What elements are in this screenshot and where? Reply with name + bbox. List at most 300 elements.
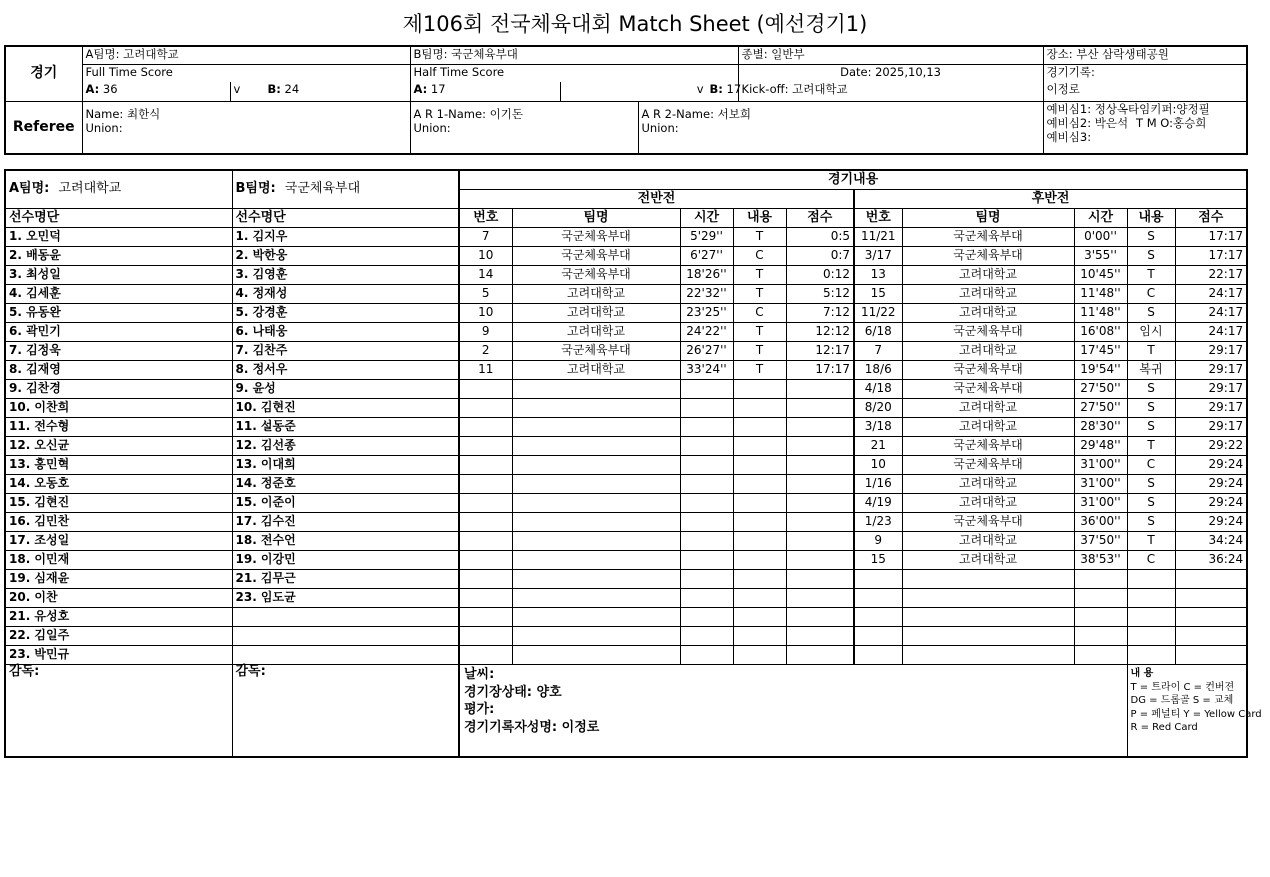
- player-b: 21. 김무근: [232, 570, 459, 589]
- ar2-union: Union:: [641, 120, 679, 135]
- first-half-event-score: [786, 608, 854, 627]
- player-a: 3. 최성일: [5, 266, 232, 285]
- player-b: 10. 김현진: [232, 399, 459, 418]
- first-half-event-number: 14: [459, 266, 512, 285]
- second-half-event-team: 고려대학교: [902, 551, 1074, 570]
- first-half-event-score: 5:12: [786, 285, 854, 304]
- second-half-event-time: [1074, 589, 1127, 608]
- second-half-col-event-score: 점수: [1175, 209, 1247, 228]
- first-half-event-team: [512, 513, 680, 532]
- second-half-event-number: [854, 589, 902, 608]
- second-half-event-time: [1074, 570, 1127, 589]
- roster-team-a: [5, 170, 232, 209]
- second-half-event-number: 11/22: [854, 304, 902, 323]
- first-half-event-time: [680, 646, 733, 665]
- second-half-event-number: [854, 627, 902, 646]
- first-half-event-number: [459, 456, 512, 475]
- first-half-event-number: 10: [459, 247, 512, 266]
- first-half-event-time: [680, 532, 733, 551]
- second-half-event-score: 17:17: [1175, 247, 1247, 266]
- full-b-value: 24: [280, 82, 300, 96]
- second-half-event-type: C: [1127, 551, 1175, 570]
- venue: 장소: 부산 삼락생태공원: [1043, 46, 1247, 64]
- first-half-event-score: 17:17: [786, 361, 854, 380]
- team-b-name: B팀명: 국군체육부대: [410, 46, 738, 64]
- ar1-union: Union:: [413, 120, 451, 135]
- first-half-event-type: T: [733, 285, 786, 304]
- player-a: 16. 김민찬: [5, 513, 232, 532]
- table-row: [5, 551, 1247, 570]
- first-half-col-event-time: 시간: [680, 209, 733, 228]
- second-half-event-team: 국군체육부대: [902, 361, 1074, 380]
- second-half-event-number: 1/16: [854, 475, 902, 494]
- player-a: 22. 김일주: [5, 627, 232, 646]
- second-half-event-time: 28'30'': [1074, 418, 1127, 437]
- first-half-event-time: 5'29'': [680, 228, 733, 247]
- second-half-event-score: 29:17: [1175, 418, 1247, 437]
- table-row: [5, 342, 1247, 361]
- second-half-event-type: 임시: [1127, 323, 1175, 342]
- second-half-event-time: 11'48'': [1074, 285, 1127, 304]
- second-half-event-number: 11/21: [854, 228, 902, 247]
- second-half-event-team: 고려대학교: [902, 418, 1074, 437]
- player-a: 12. 오신균: [5, 437, 232, 456]
- second-half-event-team: 고려대학교: [902, 266, 1074, 285]
- second-half-event-score: 24:17: [1175, 323, 1247, 342]
- first-half-event-type: [733, 551, 786, 570]
- first-half-event-time: 6'27'': [680, 247, 733, 266]
- first-half-event-number: 7: [459, 228, 512, 247]
- roster-team-b-label: B팀명:: [235, 181, 276, 197]
- half-a-value: 17: [427, 82, 446, 96]
- player-a: 6. 곽민기: [5, 323, 232, 342]
- second-half-col-event-time: 시간: [1074, 209, 1127, 228]
- second-half-event-time: 27'50'': [1074, 399, 1127, 418]
- second-half-event-team: [902, 627, 1074, 646]
- table-row: [5, 323, 1247, 342]
- half-a-label: A:: [413, 82, 428, 96]
- full-time-label: Full Time Score: [82, 64, 410, 82]
- full-a-label: A:: [85, 82, 100, 96]
- first-half-event-team: 국군체육부대: [512, 228, 680, 247]
- roster-a-header: 선수명단: [5, 209, 232, 228]
- first-half-event-number: [459, 627, 512, 646]
- first-half-event-number: 11: [459, 361, 512, 380]
- first-half-event-time: [680, 437, 733, 456]
- first-half-event-type: [733, 494, 786, 513]
- second-half-event-type: S: [1127, 399, 1175, 418]
- second-half-event-score: 29:24: [1175, 494, 1247, 513]
- player-a: 13. 홍민혁: [5, 456, 232, 475]
- first-half-event-type: [733, 532, 786, 551]
- second-half-event-number: 8/20: [854, 399, 902, 418]
- second-half-event-number: [854, 608, 902, 627]
- first-half-event-score: 12:17: [786, 342, 854, 361]
- first-half-event-number: 5: [459, 285, 512, 304]
- player-a: 21. 유성호: [5, 608, 232, 627]
- table-row: [5, 627, 1247, 646]
- player-a: 10. 이찬희: [5, 399, 232, 418]
- first-half-event-time: 33'24'': [680, 361, 733, 380]
- table-row: [5, 646, 1247, 665]
- first-half-event-number: [459, 399, 512, 418]
- second-half-event-score: 29:17: [1175, 399, 1247, 418]
- player-b: 11. 설동준: [232, 418, 459, 437]
- player-b: [232, 627, 459, 646]
- second-half-event-type: T: [1127, 266, 1175, 285]
- first-half-event-team: [512, 646, 680, 665]
- first-half-event-team: 국군체육부대: [512, 266, 680, 285]
- second-half-event-team: 국군체육부대: [902, 247, 1074, 266]
- first-half-event-time: [680, 418, 733, 437]
- first-half-event-time: [680, 513, 733, 532]
- second-half-event-number: 13: [854, 266, 902, 285]
- first-half-event-number: 9: [459, 323, 512, 342]
- first-half-event-type: [733, 418, 786, 437]
- first-half-event-score: 0:12: [786, 266, 854, 285]
- first-half-event-time: 22'32'': [680, 285, 733, 304]
- legend-line-4: R = Red Card: [1130, 722, 1198, 733]
- player-a: 15. 김현진: [5, 494, 232, 513]
- first-half-event-type: [733, 475, 786, 494]
- second-half-event-type: 복귀: [1127, 361, 1175, 380]
- player-a: 20. 이찬: [5, 589, 232, 608]
- first-half-event-number: [459, 437, 512, 456]
- second-half-event-type: T: [1127, 342, 1175, 361]
- second-half-event-score: 22:17: [1175, 266, 1247, 285]
- second-half-event-type: [1127, 627, 1175, 646]
- second-half-event-type: [1127, 646, 1175, 665]
- second-half-event-number: 15: [854, 285, 902, 304]
- first-half-event-type: [733, 646, 786, 665]
- second-half-event-time: [1074, 627, 1127, 646]
- second-half-event-score: 29:24: [1175, 456, 1247, 475]
- player-a: 23. 박민규: [5, 646, 232, 665]
- second-half-event-time: 38'53'': [1074, 551, 1127, 570]
- team-a-name: A팀명: 고려대학교: [82, 46, 410, 64]
- first-half-event-score: [786, 494, 854, 513]
- player-b: 12. 김선종: [232, 437, 459, 456]
- half-score-a: [410, 82, 560, 101]
- second-half-event-number: [854, 646, 902, 665]
- referee-union: Union:: [85, 120, 123, 135]
- reserve-officials: [1047, 103, 1129, 145]
- second-half-event-type: S: [1127, 380, 1175, 399]
- second-half-event-type: S: [1127, 304, 1175, 323]
- second-half-event-type: S: [1127, 513, 1175, 532]
- table-row: [5, 247, 1247, 266]
- first-half-event-team: 국군체육부대: [512, 247, 680, 266]
- table-row: [5, 304, 1247, 323]
- half-time-label: Half Time Score: [410, 64, 738, 82]
- full-v: v: [233, 82, 241, 96]
- second-half-event-score: 17:17: [1175, 228, 1247, 247]
- first-half-event-type: [733, 627, 786, 646]
- first-half-event-team: [512, 475, 680, 494]
- second-half-event-time: 36'00'': [1074, 513, 1127, 532]
- kickoff: Kick-off: 고려대학교: [738, 82, 1043, 101]
- first-half-event-time: [680, 494, 733, 513]
- first-half-event-type: T: [733, 361, 786, 380]
- coach-b: 감독:: [232, 665, 459, 757]
- player-a: 14. 오동호: [5, 475, 232, 494]
- second-half-event-team: 국군체육부대: [902, 323, 1074, 342]
- second-half-event-time: 19'54'': [1074, 361, 1127, 380]
- first-half-event-number: [459, 418, 512, 437]
- ar2-name: A R 2-Name: 서보희: [641, 106, 751, 121]
- second-half-event-type: C: [1127, 285, 1175, 304]
- second-half-event-team: [902, 589, 1074, 608]
- second-half-event-number: [854, 570, 902, 589]
- second-half-event-number: 21: [854, 437, 902, 456]
- second-half-event-team: 국군체육부대: [902, 456, 1074, 475]
- second-half-event-time: 27'50'': [1074, 380, 1127, 399]
- player-b: 18. 전수언: [232, 532, 459, 551]
- legend-line-1: T = 트라이 C = 컨버젼: [1130, 681, 1235, 693]
- second-half-event-team: 고려대학교: [902, 532, 1074, 551]
- table-row: [5, 399, 1247, 418]
- player-b: 17. 김수진: [232, 513, 459, 532]
- first-half-event-team: 고려대학교: [512, 361, 680, 380]
- second-half-event-type: S: [1127, 228, 1175, 247]
- half-b-value: 17: [722, 82, 742, 96]
- roster-team-a-name: 고려대학교: [58, 181, 122, 197]
- first-half-event-time: [680, 380, 733, 399]
- first-half-event-team: 국군체육부대: [512, 342, 680, 361]
- referee-name: Name: 최한식: [85, 106, 161, 121]
- second-half-event-number: 1/23: [854, 513, 902, 532]
- reserve-official-2: 예비심2: 박은석: [1046, 115, 1129, 130]
- first-half-event-type: T: [733, 342, 786, 361]
- player-b: 7. 김찬주: [232, 342, 459, 361]
- full-score-b: [230, 82, 410, 101]
- second-half-event-score: [1175, 608, 1247, 627]
- first-half-event-time: 18'26'': [680, 266, 733, 285]
- legend-title: 내 용: [1130, 668, 1154, 679]
- player-a: 18. 이민재: [5, 551, 232, 570]
- player-b: 19. 이강민: [232, 551, 459, 570]
- second-half-event-time: 0'00'': [1074, 228, 1127, 247]
- second-half-event-number: 18/6: [854, 361, 902, 380]
- first-half-event-type: C: [733, 247, 786, 266]
- reserve-official-3: 예비심3:: [1046, 129, 1092, 144]
- roster-team-b: [232, 170, 459, 209]
- second-half-event-number: 10: [854, 456, 902, 475]
- first-half-label: 전반전: [459, 190, 854, 209]
- first-half-event-time: [680, 627, 733, 646]
- recorder-sign: 경기기록자성명: 이정로: [464, 719, 600, 735]
- second-half-event-type: C: [1127, 456, 1175, 475]
- first-half-col-event-score: 점수: [786, 209, 854, 228]
- other-officials: [1128, 103, 1243, 145]
- officials-info: [1043, 101, 1247, 154]
- events-section-label: 경기내용: [459, 170, 1247, 190]
- first-half-event-score: [786, 532, 854, 551]
- first-half-event-team: [512, 532, 680, 551]
- table-row: [5, 380, 1247, 399]
- player-a: 11. 전수형: [5, 418, 232, 437]
- first-half-event-time: 26'27'': [680, 342, 733, 361]
- second-half-event-number: 3/18: [854, 418, 902, 437]
- table-row: [5, 608, 1247, 627]
- second-half-event-time: 37'50'': [1074, 532, 1127, 551]
- player-b: 15. 이준이: [232, 494, 459, 513]
- half-b-label: B:: [709, 82, 723, 96]
- second-half-event-team: 국군체육부대: [902, 228, 1074, 247]
- half-v: v: [696, 82, 704, 96]
- first-half-event-type: [733, 456, 786, 475]
- second-half-event-team: 고려대학교: [902, 304, 1074, 323]
- second-half-col-event-team: 팀명: [902, 209, 1074, 228]
- second-half-event-score: 29:17: [1175, 380, 1247, 399]
- second-half-event-score: 24:17: [1175, 285, 1247, 304]
- match-label: 경기: [5, 46, 82, 101]
- first-half-event-score: [786, 399, 854, 418]
- second-half-event-number: 3/17: [854, 247, 902, 266]
- second-half-event-type: [1127, 608, 1175, 627]
- first-half-event-score: [786, 589, 854, 608]
- player-a: 4. 김세훈: [5, 285, 232, 304]
- player-b: 4. 정재성: [232, 285, 459, 304]
- first-half-event-type: [733, 589, 786, 608]
- second-half-event-number: 15: [854, 551, 902, 570]
- second-half-event-type: S: [1127, 247, 1175, 266]
- second-half-event-time: 31'00'': [1074, 494, 1127, 513]
- first-half-col-event-type: 내용: [733, 209, 786, 228]
- table-row: [5, 570, 1247, 589]
- second-half-event-type: [1127, 589, 1175, 608]
- second-half-event-type: S: [1127, 475, 1175, 494]
- table-row: [5, 266, 1247, 285]
- first-half-event-score: [786, 627, 854, 646]
- first-half-event-score: [786, 513, 854, 532]
- second-half-event-score: 29:24: [1175, 513, 1247, 532]
- first-half-event-number: 2: [459, 342, 512, 361]
- second-half-event-time: 31'00'': [1074, 475, 1127, 494]
- first-half-event-number: [459, 513, 512, 532]
- first-half-event-team: [512, 380, 680, 399]
- roster-b-header: 선수명단: [232, 209, 459, 228]
- second-half-event-time: [1074, 608, 1127, 627]
- first-half-event-team: [512, 627, 680, 646]
- second-half-event-team: 국군체육부대: [902, 513, 1074, 532]
- table-row: [5, 494, 1247, 513]
- table-row: [5, 285, 1247, 304]
- first-half-event-time: [680, 608, 733, 627]
- roster-team-b-name: 국군체육부대: [284, 181, 361, 197]
- player-b: 2. 박한웅: [232, 247, 459, 266]
- sheet-title: 제106회 전국체육대회 Match Sheet (예선경기1): [402, 12, 868, 36]
- ar1-name: A R 1-Name: 이기돈: [413, 106, 523, 121]
- second-half-event-team: [902, 646, 1074, 665]
- second-half-event-team: 국군체육부대: [902, 380, 1074, 399]
- first-half-event-team: [512, 418, 680, 437]
- second-half-col-event-type: 내용: [1127, 209, 1175, 228]
- player-b: [232, 646, 459, 665]
- second-half-event-time: 31'00'': [1074, 456, 1127, 475]
- full-b-label: B:: [267, 82, 281, 96]
- evaluation: 평가:: [464, 702, 495, 718]
- first-half-event-team: 고려대학교: [512, 285, 680, 304]
- second-half-event-score: [1175, 570, 1247, 589]
- second-half-event-type: [1127, 570, 1175, 589]
- second-half-event-number: 6/18: [854, 323, 902, 342]
- second-half-event-team: 고려대학교: [902, 494, 1074, 513]
- category: 종별: 일반부: [738, 46, 1043, 64]
- timekeeper: 타임키퍼:양정필: [1128, 101, 1210, 116]
- first-half-event-score: [786, 437, 854, 456]
- first-half-event-score: [786, 475, 854, 494]
- second-half-event-score: 24:17: [1175, 304, 1247, 323]
- player-a: 19. 심재윤: [5, 570, 232, 589]
- first-half-event-team: [512, 608, 680, 627]
- second-half-event-time: 3'55'': [1074, 247, 1127, 266]
- table-row: [5, 475, 1247, 494]
- second-half-event-team: 국군체육부대: [902, 437, 1074, 456]
- first-half-event-number: [459, 475, 512, 494]
- first-half-event-number: [459, 589, 512, 608]
- referee-info: [82, 101, 410, 154]
- legend-line-2: DG = 드롭골 S = 교체: [1130, 695, 1234, 706]
- first-half-event-type: T: [733, 323, 786, 342]
- first-half-event-number: [459, 570, 512, 589]
- player-b: 9. 윤성: [232, 380, 459, 399]
- legend: [1127, 665, 1262, 757]
- first-half-event-type: T: [733, 266, 786, 285]
- first-half-event-score: [786, 456, 854, 475]
- first-half-event-score: 0:7: [786, 247, 854, 266]
- first-half-event-type: [733, 570, 786, 589]
- first-half-event-time: [680, 551, 733, 570]
- second-half-event-score: [1175, 627, 1247, 646]
- coach-a: 감독:: [5, 665, 232, 757]
- second-half-event-number: 4/18: [854, 380, 902, 399]
- first-half-event-type: C: [733, 304, 786, 323]
- half-score-b: [560, 82, 742, 101]
- first-half-event-score: [786, 380, 854, 399]
- second-half-event-time: 10'45'': [1074, 266, 1127, 285]
- first-half-event-time: 23'25'': [680, 304, 733, 323]
- player-a: 17. 조성일: [5, 532, 232, 551]
- second-half-event-type: S: [1127, 494, 1175, 513]
- roster-team-a-label: A팀명:: [9, 181, 50, 197]
- player-b: 5. 강경훈: [232, 304, 459, 323]
- player-b: 1. 김지우: [232, 228, 459, 247]
- player-a: 1. 오민덕: [5, 228, 232, 247]
- player-b: 6. 나태웅: [232, 323, 459, 342]
- second-half-event-time: 16'08'': [1074, 323, 1127, 342]
- first-half-event-team: [512, 437, 680, 456]
- second-half-event-score: 29:22: [1175, 437, 1247, 456]
- first-half-event-number: [459, 532, 512, 551]
- second-half-event-time: 11'48'': [1074, 304, 1127, 323]
- officials-row: [1047, 103, 1244, 145]
- first-half-event-score: 12:12: [786, 323, 854, 342]
- first-half-event-number: [459, 646, 512, 665]
- second-half-event-team: 고려대학교: [902, 399, 1074, 418]
- reserve-official-1: 예비심1: 정상옥: [1046, 101, 1129, 116]
- second-half-event-number: 4/19: [854, 494, 902, 513]
- first-half-event-team: [512, 456, 680, 475]
- player-b: 8. 정서우: [232, 361, 459, 380]
- weather: 날씨:: [464, 667, 495, 682]
- second-half-event-score: 34:24: [1175, 532, 1247, 551]
- first-half-event-team: [512, 399, 680, 418]
- second-half-event-score: [1175, 646, 1247, 665]
- first-half-event-score: 7:12: [786, 304, 854, 323]
- first-half-event-time: [680, 475, 733, 494]
- table-row: [5, 456, 1247, 475]
